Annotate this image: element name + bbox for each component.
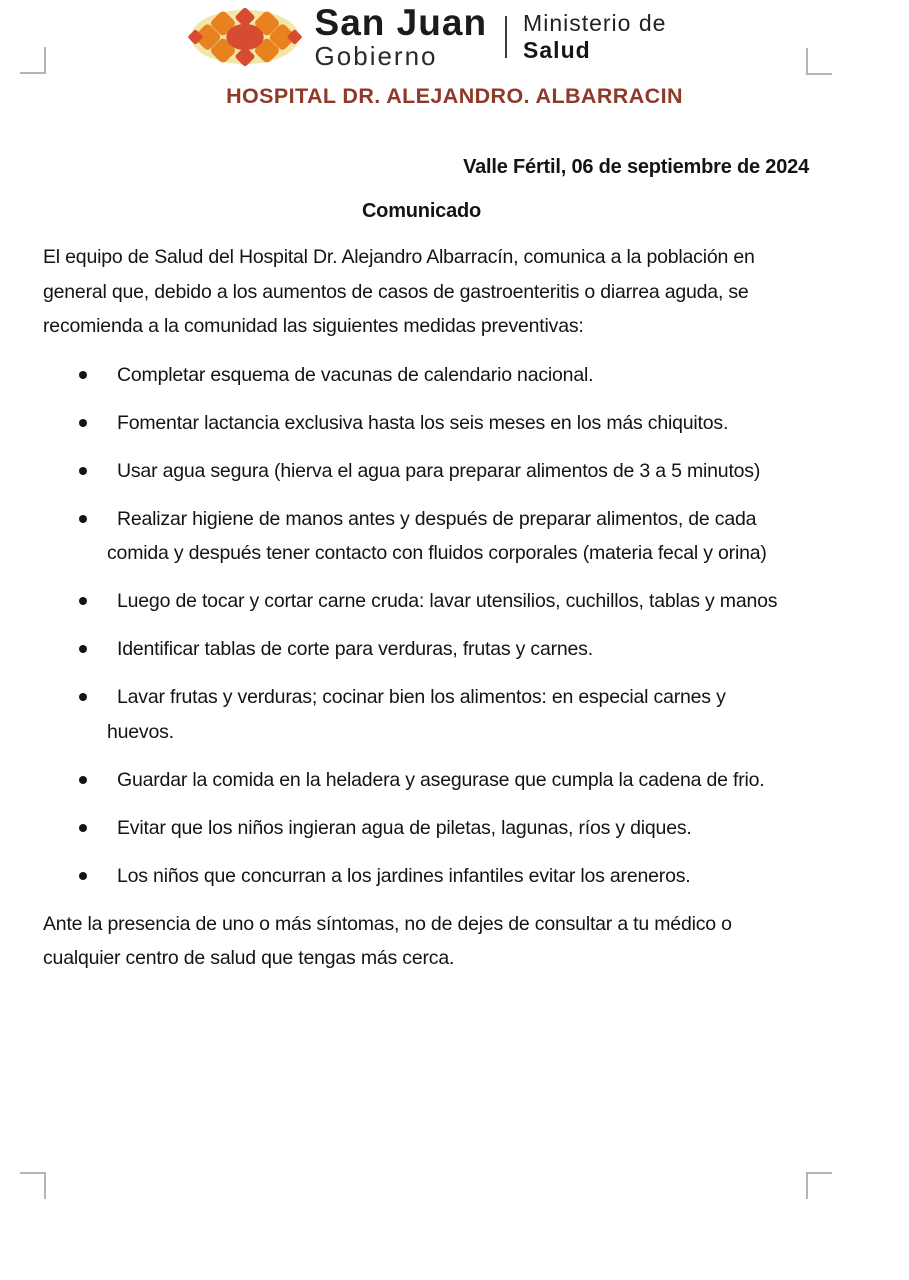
bullet-dot-icon (79, 371, 87, 379)
document-body (0, 156, 909, 976)
ministry-wordmark (523, 10, 666, 63)
bullet-dot-icon (79, 515, 87, 523)
document-title: Comunicado (361, 200, 482, 222)
bullet-dot-icon (79, 467, 87, 475)
list-item-text: Completar esquema de vacunas de calendario nacional. (117, 363, 594, 386)
bullet-dot-icon (79, 776, 87, 784)
closing-paragraph: Ante la presencia de uno o más síntomas, no de dejes de consultar a tu médico o cualquier centro de salud que tengas más cerca. (43, 912, 732, 970)
ministry-line1: Ministerio de (523, 10, 667, 37)
preventive-measures-list (43, 358, 787, 894)
bullet-dot-icon (79, 872, 87, 880)
hospital-title: HOSPITAL DR. ALEJANDRO. ALBARRACIN (226, 84, 683, 108)
list-item-text: Usar agua segura (hierva el agua para preparar alimentos de 3 a 5 minutos) (117, 459, 761, 482)
list-item (43, 811, 787, 846)
list-item-text: Los niños que concurran a los jardines infantiles evitar los areneros. (117, 864, 691, 887)
logo-divider (505, 16, 507, 58)
list-item-text: Luego de tocar y cortar carne cruda: lavar utensilios, cuchillos, tablas y manos (117, 590, 778, 613)
list-item (43, 406, 787, 441)
list-item (43, 584, 787, 619)
san-juan-flower-logo-icon (187, 8, 303, 66)
ministry-line2: Salud (523, 36, 591, 63)
bullet-dot-icon (79, 597, 87, 605)
list-item-text: Identificar tablas de corte para verduras, frutas y carnes. (117, 638, 593, 661)
bullet-dot-icon (79, 645, 87, 653)
list-item (43, 680, 787, 749)
list-item (43, 454, 787, 489)
corner-mark-bottom-right (806, 1172, 832, 1199)
list-item-text: Realizar higiene de manos antes y después de preparar alimentos, de cada comida y después tener contacto con fluidos corporales (materia fecal y orina) (107, 507, 767, 565)
logo-subtitle: Gobierno (314, 41, 438, 71)
list-item-text: Evitar que los niños ingieran agua de piletas, lagunas, ríos y diques. (117, 816, 692, 839)
logo-title: San Juan (314, 2, 488, 43)
list-item-text: Lavar frutas y verduras; cocinar bien los alimentos: en especial carnes y huevos. (107, 686, 726, 743)
corner-mark-bottom-left (20, 1172, 46, 1199)
bullet-dot-icon (79, 824, 87, 832)
list-item-text: Guardar la comida en la heladera y asegurase que cumpla la cadena de frio. (117, 768, 765, 791)
bullet-dot-icon (79, 693, 87, 701)
list-item (43, 859, 787, 894)
government-logo-lockup (0, 0, 881, 69)
list-item (43, 502, 787, 571)
letterhead (0, 0, 909, 109)
date-line: Valle Fértil, 06 de septiembre de 2024 (463, 156, 809, 178)
list-item (43, 763, 787, 798)
list-item-text: Fomentar lactancia exclusiva hasta los seis meses en los más chiquitos. (117, 411, 729, 434)
logo-wordmark (315, 4, 488, 69)
list-item (43, 632, 787, 667)
intro-paragraph: El equipo de Salud del Hospital Dr. Alejandro Albarracín, comunica a la población en general que, debido a los aumentos de casos de gastroenteritis o diarrea aguda, se recomienda a la comunidad las siguientes medidas preventivas: (43, 246, 755, 338)
bullet-dot-icon (79, 419, 87, 427)
list-item (43, 358, 787, 393)
